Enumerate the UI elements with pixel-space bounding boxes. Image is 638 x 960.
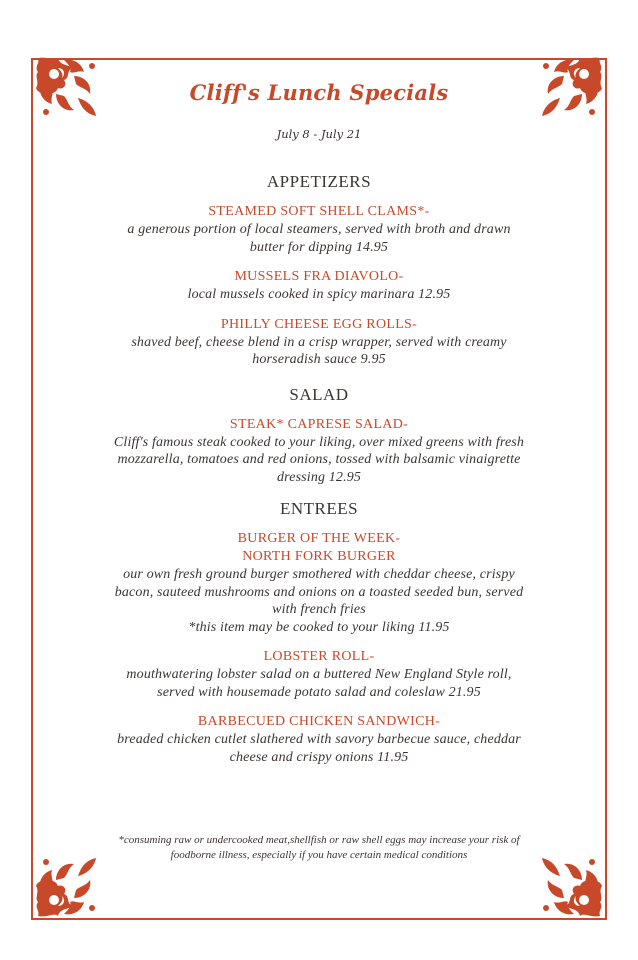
item-name-caprese: STEAK* CAPRESE SALAD- (229, 416, 409, 432)
desc-line: bacon, sauteed mushrooms and onions on a toasted seeded bun, served (114, 584, 524, 600)
item-name-lobster-roll: LOBSTER ROLL- (263, 649, 375, 664)
desc-line: mouthwatering lobster salad on a buttered New England Style roll, (126, 667, 512, 682)
desc-line: cheese and crispy onions 11.95 (229, 749, 409, 765)
menu-title: Cliff's Lunch Specials (189, 80, 449, 105)
item-desc-lobster-roll (40, 666, 598, 701)
item-desc-burger (40, 566, 598, 636)
section-heading-salad: SALAD (289, 384, 349, 404)
footnote-line: *consuming raw or undercooked meat,shellfish or raw shell eggs may increase your risk of (118, 834, 520, 846)
desc-line: local mussels cooked in spicy marinara 12.95 (187, 287, 451, 302)
desc-line: served with housemade potato salad and coleslaw 21.95 (157, 684, 481, 700)
desc-line: a generous portion of local steamers, served with broth and drawn (127, 222, 511, 237)
desc-line: dressing 12.95 (276, 469, 362, 485)
desc-line: butter for dipping 14.95 (249, 239, 389, 255)
menu-dates: July 8 - July 21 (276, 127, 362, 141)
raw-food-disclaimer (40, 833, 598, 863)
desc-line: our own fresh ground burger smothered with cheddar cheese, crispy (123, 567, 515, 582)
desc-line: mozzarella, tomatoes and red onions, tossed with balsamic vinaigrette (117, 452, 521, 467)
desc-line: Cliff's famous steak cooked to your liking, over mixed greens with fresh (113, 434, 525, 450)
desc-line: breaded chicken cutlet slathered with savory barbecue sauce, cheddar (117, 732, 521, 747)
item-desc-caprese (40, 434, 598, 487)
desc-line: horseradish sauce 9.95 (252, 352, 386, 367)
item-desc-chicken-sandwich (40, 731, 598, 766)
item-name-egg-rolls: PHILLY CHEESE EGG ROLLS- (220, 316, 418, 332)
item-name-chicken-sandwich: BARBECUED CHICKEN SANDWICH- (197, 714, 441, 729)
footnote-line: foodborne illness, especially if you have certain medical conditions (170, 849, 468, 861)
menu-content (40, 78, 598, 766)
desc-line: *this item may be cooked to your liking 11.95 (188, 619, 450, 635)
item-desc-steamed-clams (40, 221, 598, 256)
item-subname-burger: NORTH FORK BURGER (242, 549, 396, 564)
desc-line: with french fries (272, 602, 366, 617)
item-desc-egg-rolls (40, 334, 598, 369)
item-name-mussels: MUSSELS FRA DIAVOLO- (234, 269, 404, 284)
item-name-burger: BURGER OF THE WEEK- (237, 531, 401, 546)
desc-line: shaved beef, cheese blend in a crisp wrapper, served with creamy (131, 334, 507, 350)
item-desc-mussels (40, 286, 598, 304)
item-name-steamed-clams: STEAMED SOFT SHELL CLAMS*- (208, 204, 430, 219)
section-heading-appetizers: APPETIZERS (266, 172, 372, 191)
section-heading-entrees: ENTREES (279, 499, 359, 518)
